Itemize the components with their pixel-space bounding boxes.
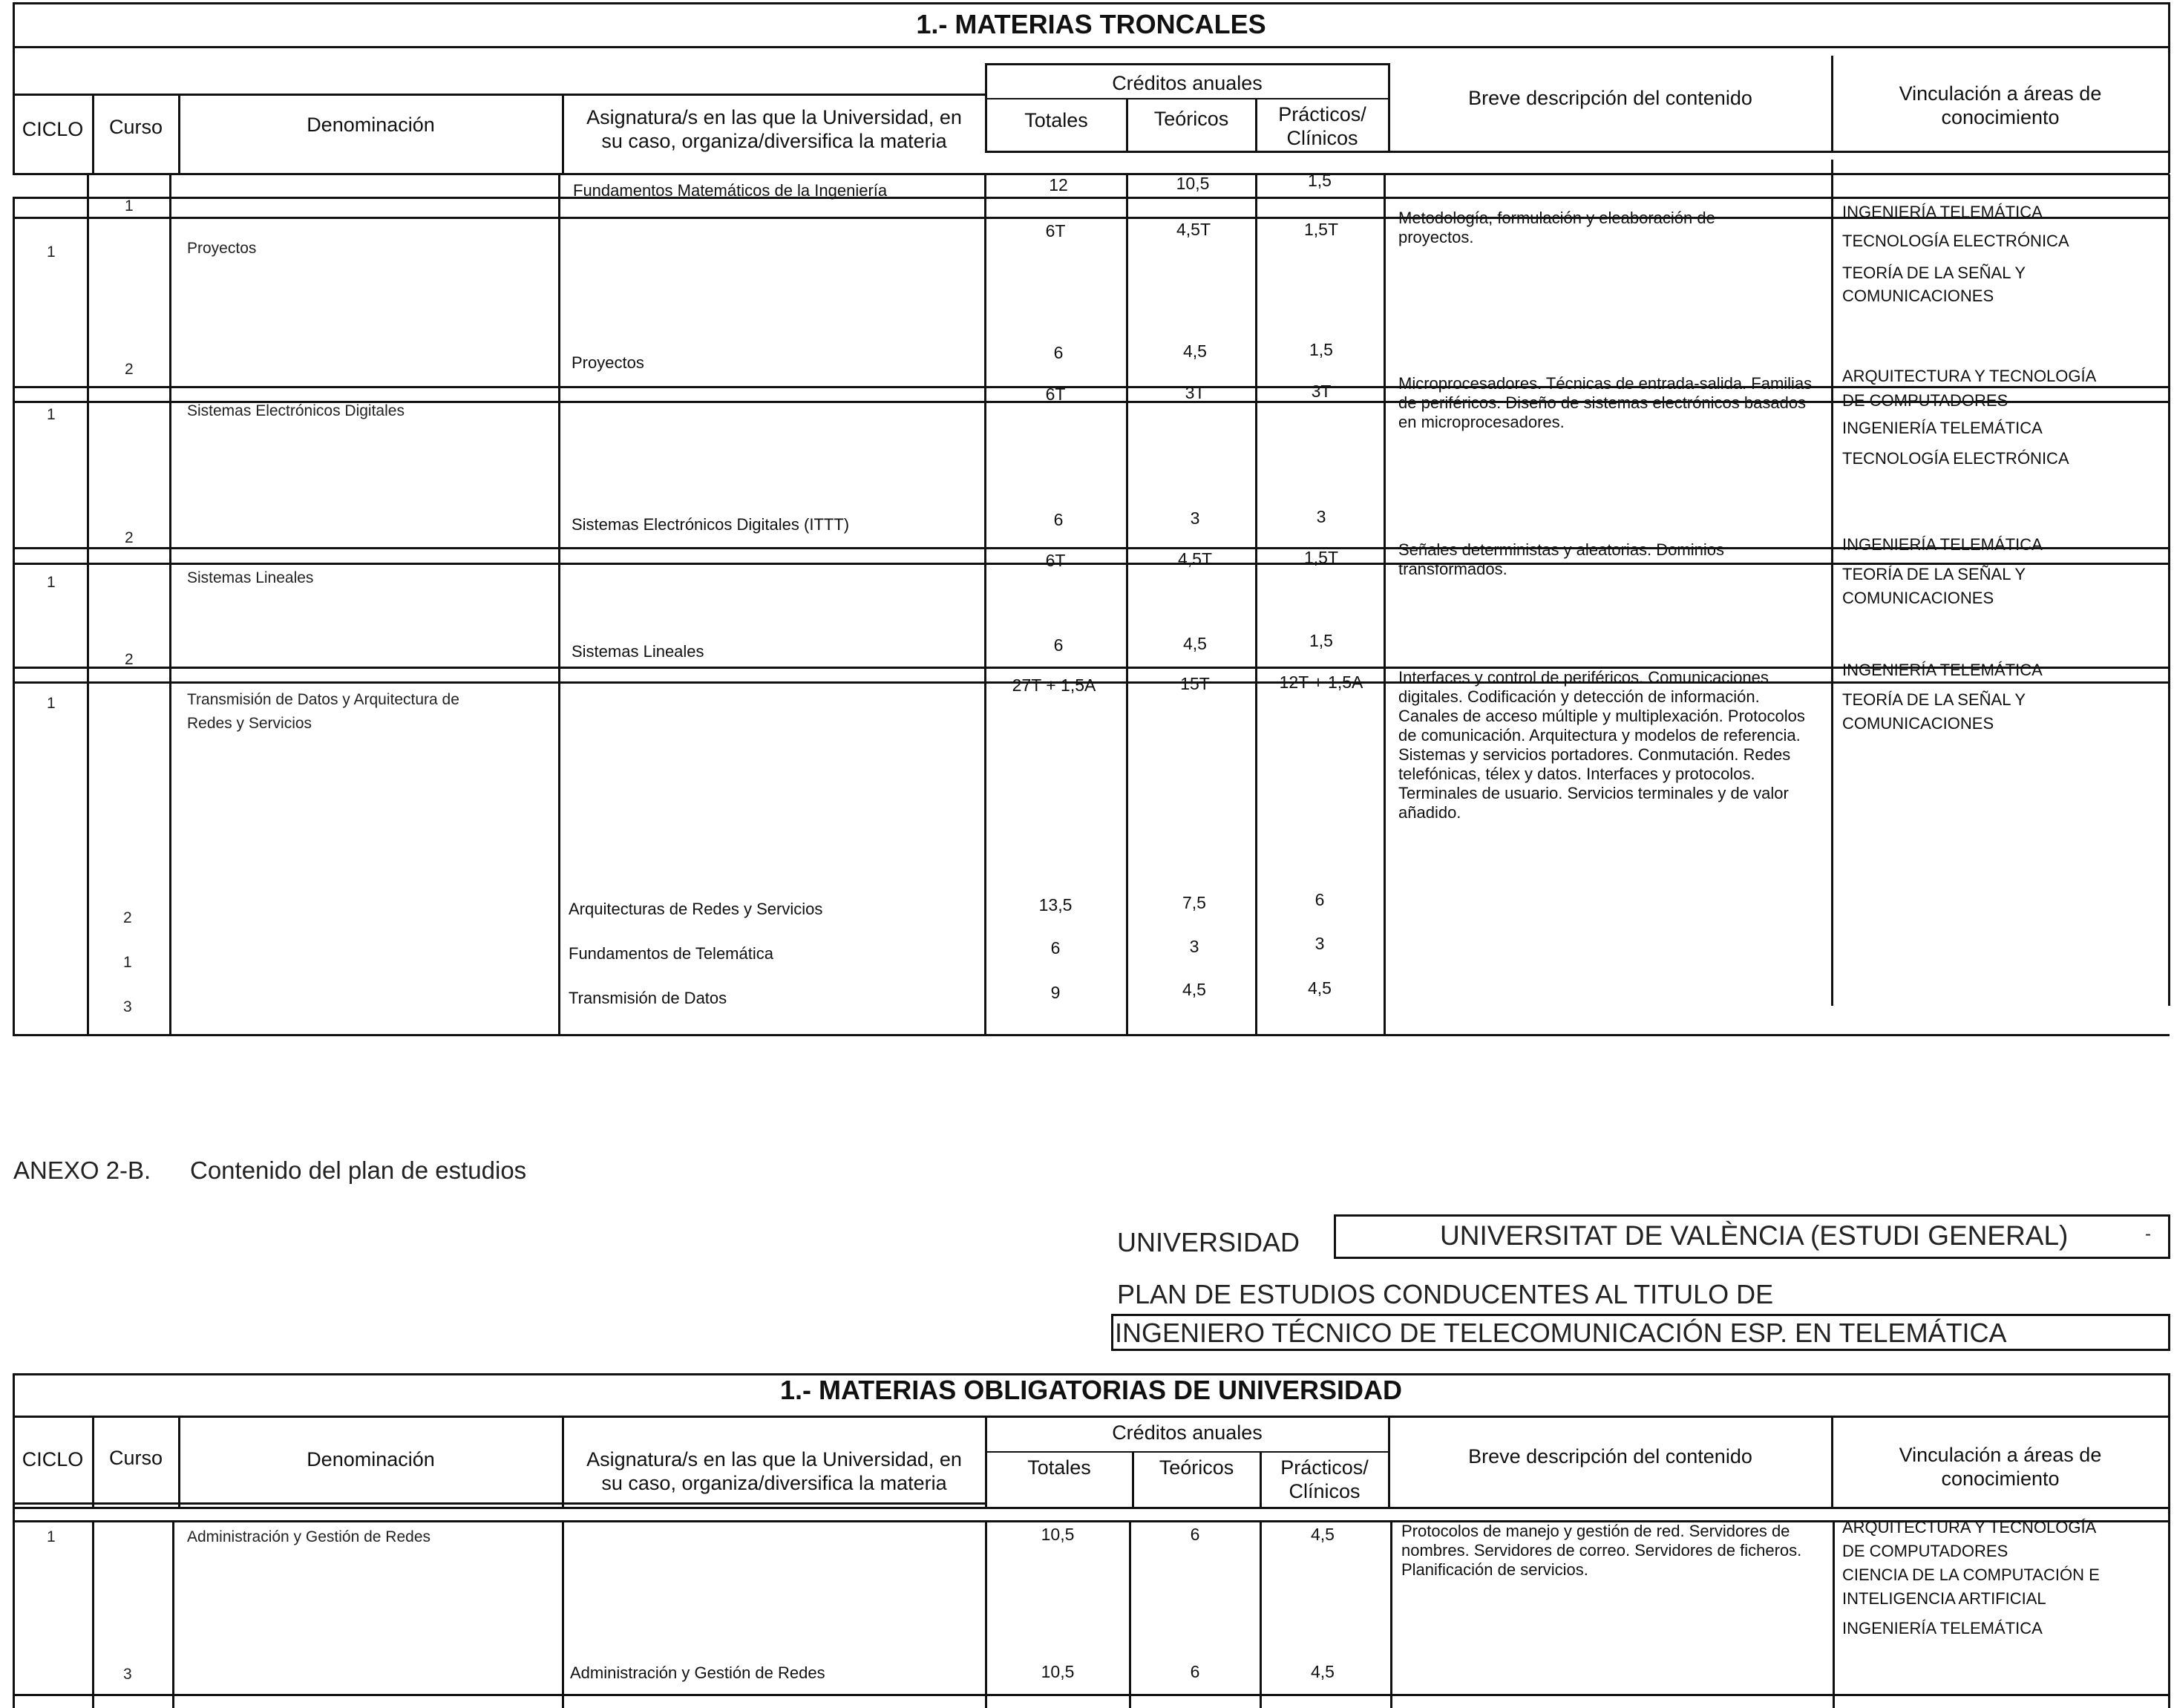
header-totales: Totales (1027, 1456, 1091, 1479)
row-descripcion: Señales deterministas y aleatorias. Dominios transformados. (1398, 540, 1724, 578)
row-denominacion: Sistemas Electrónicos Digitales (187, 402, 405, 419)
header-teoricos: Teóricos (1159, 1456, 1234, 1479)
header-practicos-2: Clínicos (1286, 127, 1358, 149)
header-creditos: Créditos anuales (1112, 1421, 1263, 1444)
header-breve: Breve descripción del contenido (1468, 1445, 1752, 1467)
header-practicos-1: Prácticos/ (1278, 103, 1366, 125)
row-descripcion: Metodología, formulación y eleaboración de proyectos. (1398, 209, 1715, 246)
row-area: COMUNICACIONES (1842, 287, 1994, 305)
plan-label: PLAN DE ESTUDIOS CONDUCENTES AL TITULO DE (1117, 1279, 1774, 1309)
row-totales: 6 (1050, 938, 1061, 958)
row-area: ARQUITECTURA Y TECNOLOGÍA (1842, 1518, 2097, 1537)
row-area: CIENCIA DE LA COMPUTACIÓN E (1842, 1565, 2100, 1584)
header-breve: Breve descripción del contenido (1468, 87, 1752, 109)
row-asignatura: Administración y Gestión de Redes (570, 1663, 825, 1682)
row-denominacion: Redes y Servicios (187, 715, 312, 732)
row-totales: 10,5 (1041, 1525, 1075, 1544)
row-curso: 2 (125, 529, 134, 546)
row-area: TEORÍA DE LA SEÑAL Y (1842, 565, 2026, 583)
row-ciclo: 1 (47, 1528, 56, 1545)
row-totales: 27T + 1,5A (1012, 675, 1096, 695)
anexo-text: Contenido del plan de estudios (190, 1156, 527, 1184)
row-curso: 1 (123, 954, 132, 971)
row-teoricos: 3 (1189, 937, 1199, 956)
row-area: TECNOLOGÍA ELECTRÓNICA (1842, 232, 2069, 250)
row-area: DE COMPUTADORES (1842, 1542, 2008, 1560)
row-practicos: 4,5 (1311, 1525, 1335, 1544)
header-teoricos: Teóricos (1153, 108, 1229, 130)
row-area: DE COMPUTADORES (1842, 391, 2008, 410)
row-area: TEORÍA DE LA SEÑAL Y (1842, 264, 2026, 282)
row-teoricos: 7,5 (1182, 893, 1206, 912)
universidad-mark: - (2145, 1224, 2151, 1244)
row-practicos: 3 (1314, 934, 1325, 953)
row-totales: 10,5 (1041, 1662, 1075, 1681)
row-teoricos: 4,5T (1176, 220, 1211, 239)
row-denominacion: Administración y Gestión de Redes (187, 1528, 430, 1545)
row-teoricos: 3T (1185, 383, 1205, 402)
universidad-value: UNIVERSITAT DE VALÈNCIA (ESTUDI GENERAL) (1440, 1220, 2069, 1251)
row-asignatura: Sistemas Electrónicos Digitales (ITTT) (572, 515, 850, 534)
row-totales: 6T (1045, 385, 1066, 404)
row-area: TECNOLOGÍA ELECTRÓNICA (1842, 449, 2069, 468)
row-denominacion: Transmisión de Datos y Arquitectura de (187, 691, 459, 708)
row-practicos: 1,5T (1303, 220, 1339, 239)
header-vinculacion-2: conocimiento (1941, 106, 2060, 128)
row-teoricos: 4,5 (1182, 980, 1206, 999)
header-ciclo: CICLO (22, 1448, 84, 1470)
header-curso: Curso (108, 116, 163, 138)
row-totales: 12 (1049, 175, 1068, 194)
section-title: 1.- MATERIAS TRONCALES (916, 9, 1266, 39)
row-asignatura: Sistemas Lineales (572, 642, 704, 661)
row-ciclo: 1 (47, 695, 56, 712)
row-area: INGENIERÍA TELEMÁTICA (1842, 1619, 2043, 1637)
row-practicos: 1,5 (1308, 171, 1332, 190)
row-curso: 3 (123, 998, 132, 1015)
row-curso: 2 (123, 909, 132, 926)
row-practicos: 1,5 (1309, 340, 1333, 359)
row-area: INTELIGENCIA ARTIFICIAL (1842, 1589, 2046, 1608)
row-practicos: 4,5 (1311, 1662, 1335, 1681)
header-totales: Totales (1024, 109, 1088, 131)
row-totales: 13,5 (1038, 895, 1073, 914)
row-practicos: 1,5 (1309, 631, 1333, 650)
row-totales: 6T (1045, 221, 1066, 241)
row-teoricos: 10,5 (1176, 174, 1210, 193)
header-practicos-2: Clínicos (1289, 1480, 1361, 1502)
row-totales: 9 (1050, 983, 1061, 1002)
row-asignatura: Fundamentos Matemáticos de la Ingeniería (573, 181, 888, 200)
row-ciclo: 1 (47, 406, 56, 423)
row-asignatura: Proyectos (572, 353, 644, 372)
row-teoricos: 4,5 (1183, 634, 1207, 653)
row-practicos: 6 (1314, 890, 1325, 909)
anexo-label: ANEXO 2-B. (13, 1156, 151, 1184)
header-creditos: Créditos anuales (1112, 72, 1263, 94)
plan-box (1111, 1314, 2170, 1351)
row-area: INGENIERÍA TELEMÁTICA (1842, 661, 2043, 679)
header-vinculacion-1: Vinculación a áreas de (1899, 82, 2102, 105)
row-totales: 6 (1053, 343, 1064, 362)
row-totales: 6 (1053, 510, 1064, 529)
row-curso: 2 (125, 361, 134, 378)
row-area: INGENIERÍA TELEMÁTICA (1842, 419, 2043, 437)
header-asignatura-1: Asignatura/s en las que la Universidad, en (586, 1448, 962, 1470)
row-curso: 1 (125, 197, 134, 215)
row-teoricos: 4,5T (1177, 549, 1213, 569)
row-teoricos: 6 (1190, 1525, 1200, 1544)
universidad-box (1334, 1214, 2170, 1259)
header-vinculacion-1: Vinculación a áreas de (1899, 1444, 2102, 1466)
row-area: COMUNICACIONES (1842, 714, 1994, 733)
header-denominacion: Denominación (307, 114, 435, 136)
header-curso: Curso (108, 1447, 163, 1469)
row-teoricos: 15T (1180, 674, 1210, 693)
row-practicos: 12T + 1,5A (1279, 673, 1363, 692)
row-ciclo: 1 (47, 243, 56, 261)
header-asignatura-2: su caso, organiza/diversifica la materia (601, 1472, 947, 1494)
header-asignatura-1: Asignatura/s en las que la Universidad, en (586, 106, 962, 128)
row-practicos: 3T (1311, 382, 1332, 401)
row-teoricos: 4,5 (1183, 341, 1207, 361)
row-ciclo: 1 (47, 574, 56, 591)
header-ciclo: CICLO (22, 118, 84, 140)
row-asignatura: Fundamentos de Telemática (569, 944, 773, 963)
row-descripcion: Microprocesadores. Técnicas de entrada-salida. Familias de periféricos. Diseño de sistemas electrónicos basados en microprocesadores. (1398, 374, 1813, 431)
row-curso: 2 (125, 651, 134, 668)
row-asignatura: Transmisión de Datos (569, 989, 727, 1007)
header-vinculacion-2: conocimiento (1941, 1467, 2060, 1490)
section-title: 1.- MATERIAS OBLIGATORIAS DE UNIVERSIDAD (779, 1375, 1403, 1405)
universidad-label: UNIVERSIDAD (1117, 1227, 1300, 1257)
row-area: COMUNICACIONES (1842, 589, 1994, 607)
row-teoricos: 6 (1190, 1662, 1200, 1681)
row-area: INGENIERÍA TELEMÁTICA (1842, 203, 2043, 221)
plan-value: INGENIERO TÉCNICO DE TELECOMUNICACIÓN ESP. EN TELEMÁTICA (1115, 1318, 2007, 1348)
row-descripcion: Protocolos de manejo y gestión de red. Servidores de nombres. Servidores de correo. Servidores de ficheros. Planificación de servicios. (1401, 1522, 1802, 1579)
row-descripcion: Interfaces y control de periféricos. Comunicaciones digitales. Codificación y detección de información. Canales de acceso múltiple y multiplexación. Protocolos de comunicación. Arquitectura y modelos de referencia. Sistemas y servicios portadores. Conmutación. Redes telefónicas, télex y datos. Interfaces y protocolos. Terminales de usuario. Servicios terminales y de valor añadido. (1398, 668, 1805, 822)
row-practicos: 1,5T (1303, 548, 1339, 567)
row-area: TEORÍA DE LA SEÑAL Y (1842, 690, 2026, 709)
row-totales: 6 (1053, 635, 1064, 655)
row-area: INGENIERÍA TELEMÁTICA (1842, 535, 2043, 554)
row-teoricos: 3 (1190, 508, 1200, 528)
row-totales: 6T (1045, 551, 1066, 570)
header-practicos-1: Prácticos/ (1280, 1456, 1369, 1479)
header-denominacion: Denominación (307, 1448, 435, 1470)
header-asignatura-2: su caso, organiza/diversifica la materia (601, 130, 947, 152)
row-area: ARQUITECTURA Y TECNOLOGÍA (1842, 367, 2097, 385)
row-practicos: 3 (1316, 507, 1326, 526)
row-curso: 3 (123, 1666, 132, 1683)
row-practicos: 4,5 (1308, 978, 1332, 998)
row-asignatura: Arquitecturas de Redes y Servicios (569, 900, 823, 918)
row-denominacion: Proyectos (187, 240, 257, 257)
row-denominacion: Sistemas Lineales (187, 569, 314, 586)
